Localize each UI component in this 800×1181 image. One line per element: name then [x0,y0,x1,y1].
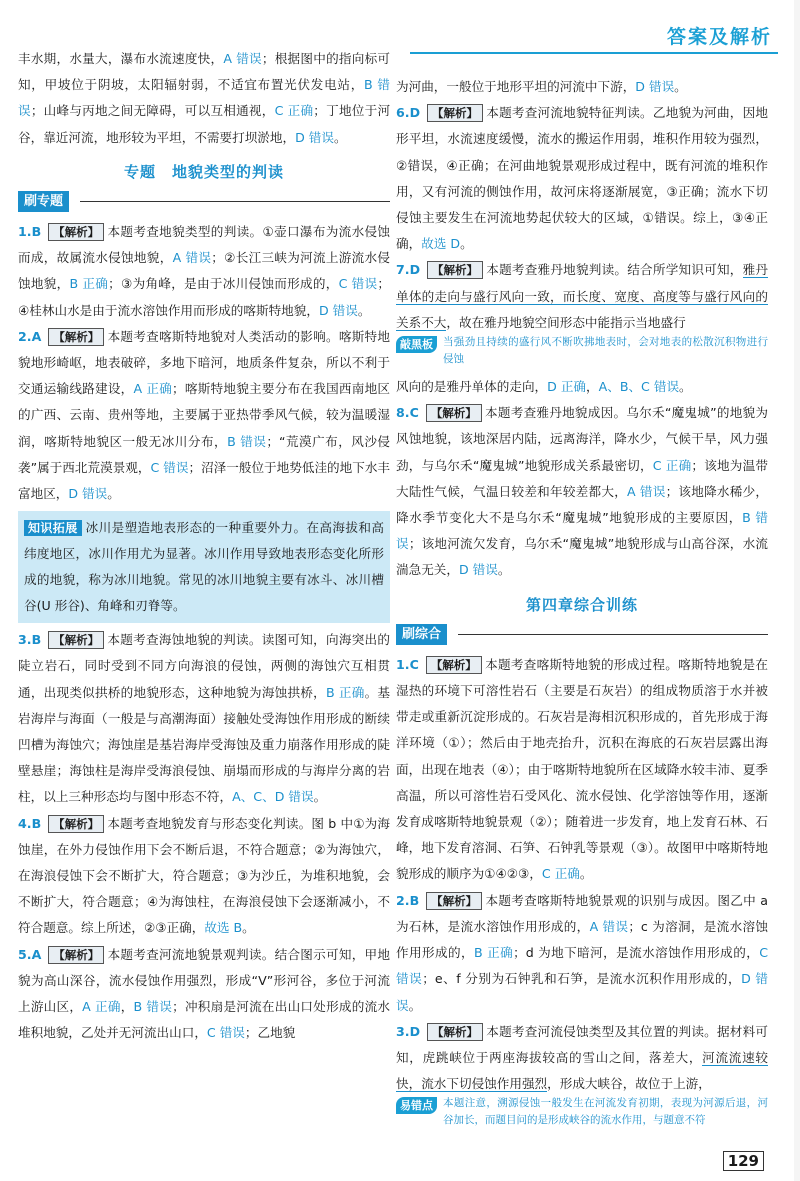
analysis-tag: 【解析】 [48,328,104,346]
right-items-3 [396,652,768,1097]
chapter-bar-line [458,634,768,635]
item-answer: B [31,815,42,831]
text-run: ；冲积扇是河流在出山口处形成的流水堆积地貌，乙处并无河流出山口， [18,999,391,1041]
answer-verdict: A、B、C 错误 [598,379,680,395]
right-items [396,100,768,336]
text-run: ；c 为溶洞，是流水溶蚀作用形成的， [396,918,768,961]
analysis-tag: 【解析】 [48,631,104,649]
text-run: 。 [408,997,422,1013]
text-run: 。基岩海岸与海面（一般是与高潮海面）接触处受海蚀作用形成的断续凹槽为海蚀穴；海蚀崖是基岩海岸受海蚀及重力崩落作用形成的陡壁悬崖；海蚀柱是海岸受海浪侵蚀、崩塌而形成的与海岸分离的岩柱，以上三种形态均与图中形态不符， [18,684,391,805]
text-run: ，故在雅丹地貌空间形态中能指示当地盛行 [446,314,686,330]
answer-verdict: D 错误 [458,562,498,578]
text-run: ；丁地位于河谷，靠近河流，地形较为平坦，不需要打坝淤地， [18,103,391,145]
note-text: 当强劲且持续的盛行风不断吹拂地表时，会对地表的松散沉积物进行侵蚀 [443,336,768,366]
text-run: 本题考查喀斯特地貌景观的识别与成因。图乙中 a 为石林，是流水溶蚀作用形成的， [396,892,768,934]
text-run: 。 [460,236,473,252]
answer-verdict: B 正确 [474,945,514,961]
item-answer: C [409,656,419,672]
section-bar [18,189,390,213]
answer-verdict: A、C、D 错误 [232,789,314,805]
answer-verdict: B 错误 [227,433,267,449]
text-run: 本题考查河流地貌特征判读。乙地貌为河曲，因地形平坦，水流速度缓慢，流水的搬运作用弱，堆积作用较为强烈，②错误，④正确；在河曲地貌景观形成过程中，既有河流的堆积作用，又有河流的侧蚀作用，故河床将逐渐展宽，③正确；流水下切侵蚀主要发生在河流地势起伏较大的区域，①错误。综上，③④正确， [396,105,768,252]
note-yicuodian [396,1095,768,1129]
left-column [18,46,390,1047]
item-number: 5. [18,946,32,962]
text-run: ， [586,379,599,395]
underlined-text: 雅丹单体的走向与盛行风向一致，而长度、宽度、高度等与盛行风向的关系不大 [396,262,769,330]
item-answer: C [409,405,419,421]
analysis-tag: 【解析】 [48,946,104,964]
text-run: 本题考查河流地貌景观判读。结合图示可知，甲地貌为高山深谷，流水侵蚀作用强烈，形成“V”形河谷，多位于河流上游山区， [18,946,390,1015]
answer-verdict: B 正确 [69,276,109,292]
text-run: ；④桂林山水是由于流水溶蚀作用而形成的喀斯特地貌， [18,276,390,318]
page-number: 129 [723,1151,764,1171]
answer-verdict: 故选 D [421,236,461,252]
chapter-title: 第四章综合训练 [525,595,638,614]
answer-item [18,942,390,1047]
header-rule [410,52,778,54]
analysis-tag: 【解析】 [426,892,482,910]
item-answer: A [31,946,42,962]
answer-verdict: C 正确 [652,457,692,473]
text-run: 本题考查河流侵蚀类型及其位置的判读。据材料可知，虎跳峡位于两座海拔较高的雪山之间，落差大， [396,1023,768,1065]
answer-verdict: D 错误 [635,79,675,94]
analysis-tag: 【解析】 [426,656,482,674]
answer-verdict: D 正确 [547,379,587,395]
answer-verdict: A 正确 [133,381,173,397]
answer-verdict: C 正确 [541,866,580,882]
answer-verdict: C 错误 [396,945,768,987]
analysis-tag: 【解析】 [48,815,104,833]
item-number: 2. [396,892,410,908]
knowledge-box [18,511,390,623]
text-run: ；该地河流欠发育，乌尔禾“魔鬼城”地貌形成与山高谷深，水流湍急无关， [396,536,768,578]
answer-item [396,257,768,336]
analysis-tag: 【解析】 [426,404,482,422]
text-run: ；②长江三峡为河流上游流水侵蚀地貌， [18,250,390,292]
item-answer: D [409,1023,421,1039]
text-run: 。 [674,79,687,94]
answer-verdict: B 错误 [396,510,768,552]
text-run: ；沼泽一般位于地势低洼的地下水丰富地区， [18,459,391,502]
text-run: 本题考查雅丹地貌判读。结合所学知识可知， [486,262,743,278]
item-number: 1. [396,656,410,672]
text-run: ；山峰与丙地之间无障碍，可以互相通视， [30,103,275,119]
text-run: 。 [313,789,327,805]
knowledge-label: 知识拓展 [24,520,82,536]
analysis-tag: 【解析】 [48,223,104,241]
text-run: 本题考查喀斯特地貌的形成过程。喀斯特地貌是在湿热的环境下可溶性岩石（主要是石灰岩）的组成物质溶于水并被带走或重新沉淀形成的。石灰岩是海相沉积形成的，首先形成于海洋环境（①）；然后由于地壳抬升，沉积在海底的石灰岩层露出海面，出现在地表（④）；由于喀斯特地貌所在区域降水较丰沛、夏季高温，所以可溶性岩石受风化、流水侵蚀、化学溶蚀等作用，逐渐发育成喀斯特地貌景观（②）；随着进一步发育，地上发育石林、石峰，地下发育溶洞、石笋、石钟乳等景观（③）。故图甲中喀斯特地貌形成的顺序为①④②③， [396,656,768,882]
text-run: 丰水期，水量大，瀑布水流速度快， [18,51,224,66]
item-number: 6. [396,105,410,121]
text-run: 。 [357,302,371,318]
note-label-2: 易错点 [396,1097,437,1114]
note-qiaoheiban [396,334,768,368]
item-number: 3. [18,632,32,648]
answer-verdict: C 错误 [150,459,189,475]
item-number: 1. [18,224,32,240]
answer-verdict: A 错误 [223,51,262,66]
item-number: 3. [396,1023,410,1039]
answer-verdict: D 错误 [318,302,358,318]
item-answer: B [31,632,42,648]
text-run: 。 [497,562,511,578]
page-edge [794,0,800,1181]
answer-verdict: B 正确 [326,684,365,700]
answer-item [396,652,768,888]
text-run: ；根据图中的指向标可知，甲坡位于阴坡，太阳辐射弱，不适宜布置光伏发电站， [18,51,390,93]
answer-item [18,811,390,942]
item-number: 8. [396,405,410,421]
right-items-2 [396,400,768,583]
answer-verdict: A 错误 [589,918,629,934]
answer-item [396,1019,768,1098]
answer-verdict: D 错误 [396,971,769,1013]
item-7-continued [396,374,768,400]
answer-verdict: A 错误 [627,483,666,499]
answer-verdict: B 错误 [133,999,173,1015]
answer-verdict: D 错误 [68,486,108,502]
note-text-2: 本题注意，溯源侵蚀一般发生在河流发育初期，表现为河源后退，河谷加长，而题目问的是形成峡谷的流水作用，与题意不符 [443,1097,768,1127]
item-answer: B [409,892,420,908]
text-run: 风向的是雅丹单体的走向， [396,379,548,395]
text-run: 。 [679,379,692,395]
underlined-text: 河流流速较快，流水下切侵蚀作用强烈 [396,1049,769,1092]
analysis-tag: 【解析】 [427,261,483,279]
header-title: 答案及解析 [666,26,772,48]
answer-verdict: B 错误 [18,77,390,119]
answer-item [396,888,768,1019]
text-run: ；喀斯特地貌主要分布在我国西南地区的广西、云南、贵州等地，主要属于亚热带季风气候，较为温暖湿润，喀斯特地貌区一般无冰川分布， [18,381,390,449]
text-run: 为河曲，一般位于地形平坦的河流中下游， [396,79,636,94]
text-run: 本题考查喀斯特地貌对人类活动的影响。喀斯特地貌地形崎岖，地表破碎，多地下暗河，地质条件复杂，所以不利于交通运输线路建设， [18,328,390,397]
text-run: ；该地降水稀少，降水季节变化大不是乌尔禾“魔鬼城”地貌形成的主要原因， [396,483,769,526]
left-items [18,219,390,507]
answer-verdict: C 错误 [338,276,378,292]
note-label: 敲黑板 [396,336,437,353]
answer-item [396,400,768,583]
text-run: ，形成大峡谷，故位于上游， [547,1076,711,1092]
text-run: ；d 为地下暗河，是流水溶蚀作用形成的， [513,945,760,961]
knowledge-text: 冰川是塑造地表形态的一种重要外力。在高海拔和高纬度地区，冰川作用尤为显著。冰川作用导致地表形态变化所形成的地貌，称为冰川地貌。常见的冰川地貌主要有冰斗、冰川槽谷(U 形谷)、角峰和刃脊等。 [24,520,384,614]
answer-item [18,219,390,324]
text-run: ；e、f 分别为石钟乳和石笋，是流水沉积作用形成的， [422,971,742,987]
section-bar-line [80,201,390,202]
answer-item [18,324,390,507]
text-run: 。 [333,129,347,145]
answer-verdict: 故选 B [204,920,243,936]
answer-verdict: A 错误 [172,250,212,266]
item-answer: B [31,224,42,240]
right-intro [396,74,768,100]
answer-verdict: C 错误 [206,1025,245,1041]
answer-verdict: A 正确 [82,999,121,1015]
section-title: 专题 地貌类型的判读 [123,162,284,181]
text-run: ；③为角峰，是由于冰川侵蚀而形成的， [108,276,339,292]
text-run: 本题考查雅丹地貌成因。乌尔禾“魔鬼城”的地貌为风蚀地貌，该地深居内陆，远离海洋，降水少，气候干旱，风力强劲，与乌尔禾“魔鬼城”地貌形成关系最密切， [396,405,768,473]
item-number: 2. [18,328,32,344]
item-answer: D [409,105,421,121]
answer-verdict: C 正确 [274,103,314,119]
answer-item [396,100,768,257]
item-number: 7. [396,262,410,278]
text-run: 。 [242,920,255,936]
text-run: ；该地为温带大陆性气候，气温日较差和年较差都大， [396,457,769,499]
left-items-2 [18,627,390,1046]
text-run: 本题考查海蚀地貌的判读。读图可知，向海突出的陡立岩石，同时受到不同方向海浪的侵蚀，两侧的海蚀穴互相贯通，出现类似拱桥的地貌形态，这种地貌为海蚀拱桥， [18,632,390,700]
chapter-bar-label: 刷综合 [396,624,447,645]
text-run: 本题考查地貌类型的判读。①壶口瀑布为流水侵蚀而成，故属流水侵蚀地貌， [18,224,390,266]
text-run: 。 [107,486,120,502]
item-answer: A [31,328,42,344]
analysis-tag: 【解析】 [427,104,483,122]
text-run: ；乙地貌 [244,1025,296,1041]
section-bar-label: 刷专题 [18,191,69,212]
text-run: 本题考查地貌发育与形态变化判读。图 b 中①为海蚀崖，在外力侵蚀作用下会不断后退，不符合题意；②为海蚀穴，在海浪侵蚀下会不断扩大，符合题意；③为沙丘，为堆积地貌，会不断扩大，符合题意；④为海蚀柱，在海浪侵蚀下会逐渐减小，不符合题意。综上所述，②③正确， [18,815,390,936]
analysis-tag: 【解析】 [427,1023,483,1041]
chapter-bar [396,622,768,646]
text-run: 。 [579,866,593,882]
item-answer: D [409,262,421,278]
answer-verdict: D 错误 [295,129,334,145]
text-run: ；“荒漠广布，风沙侵袭”属于西北荒漠景观， [18,433,390,475]
left-intro [18,46,390,151]
item-number: 4. [18,815,32,831]
right-column [396,74,768,1135]
answer-item [18,627,390,810]
text-run: ， [120,999,134,1015]
